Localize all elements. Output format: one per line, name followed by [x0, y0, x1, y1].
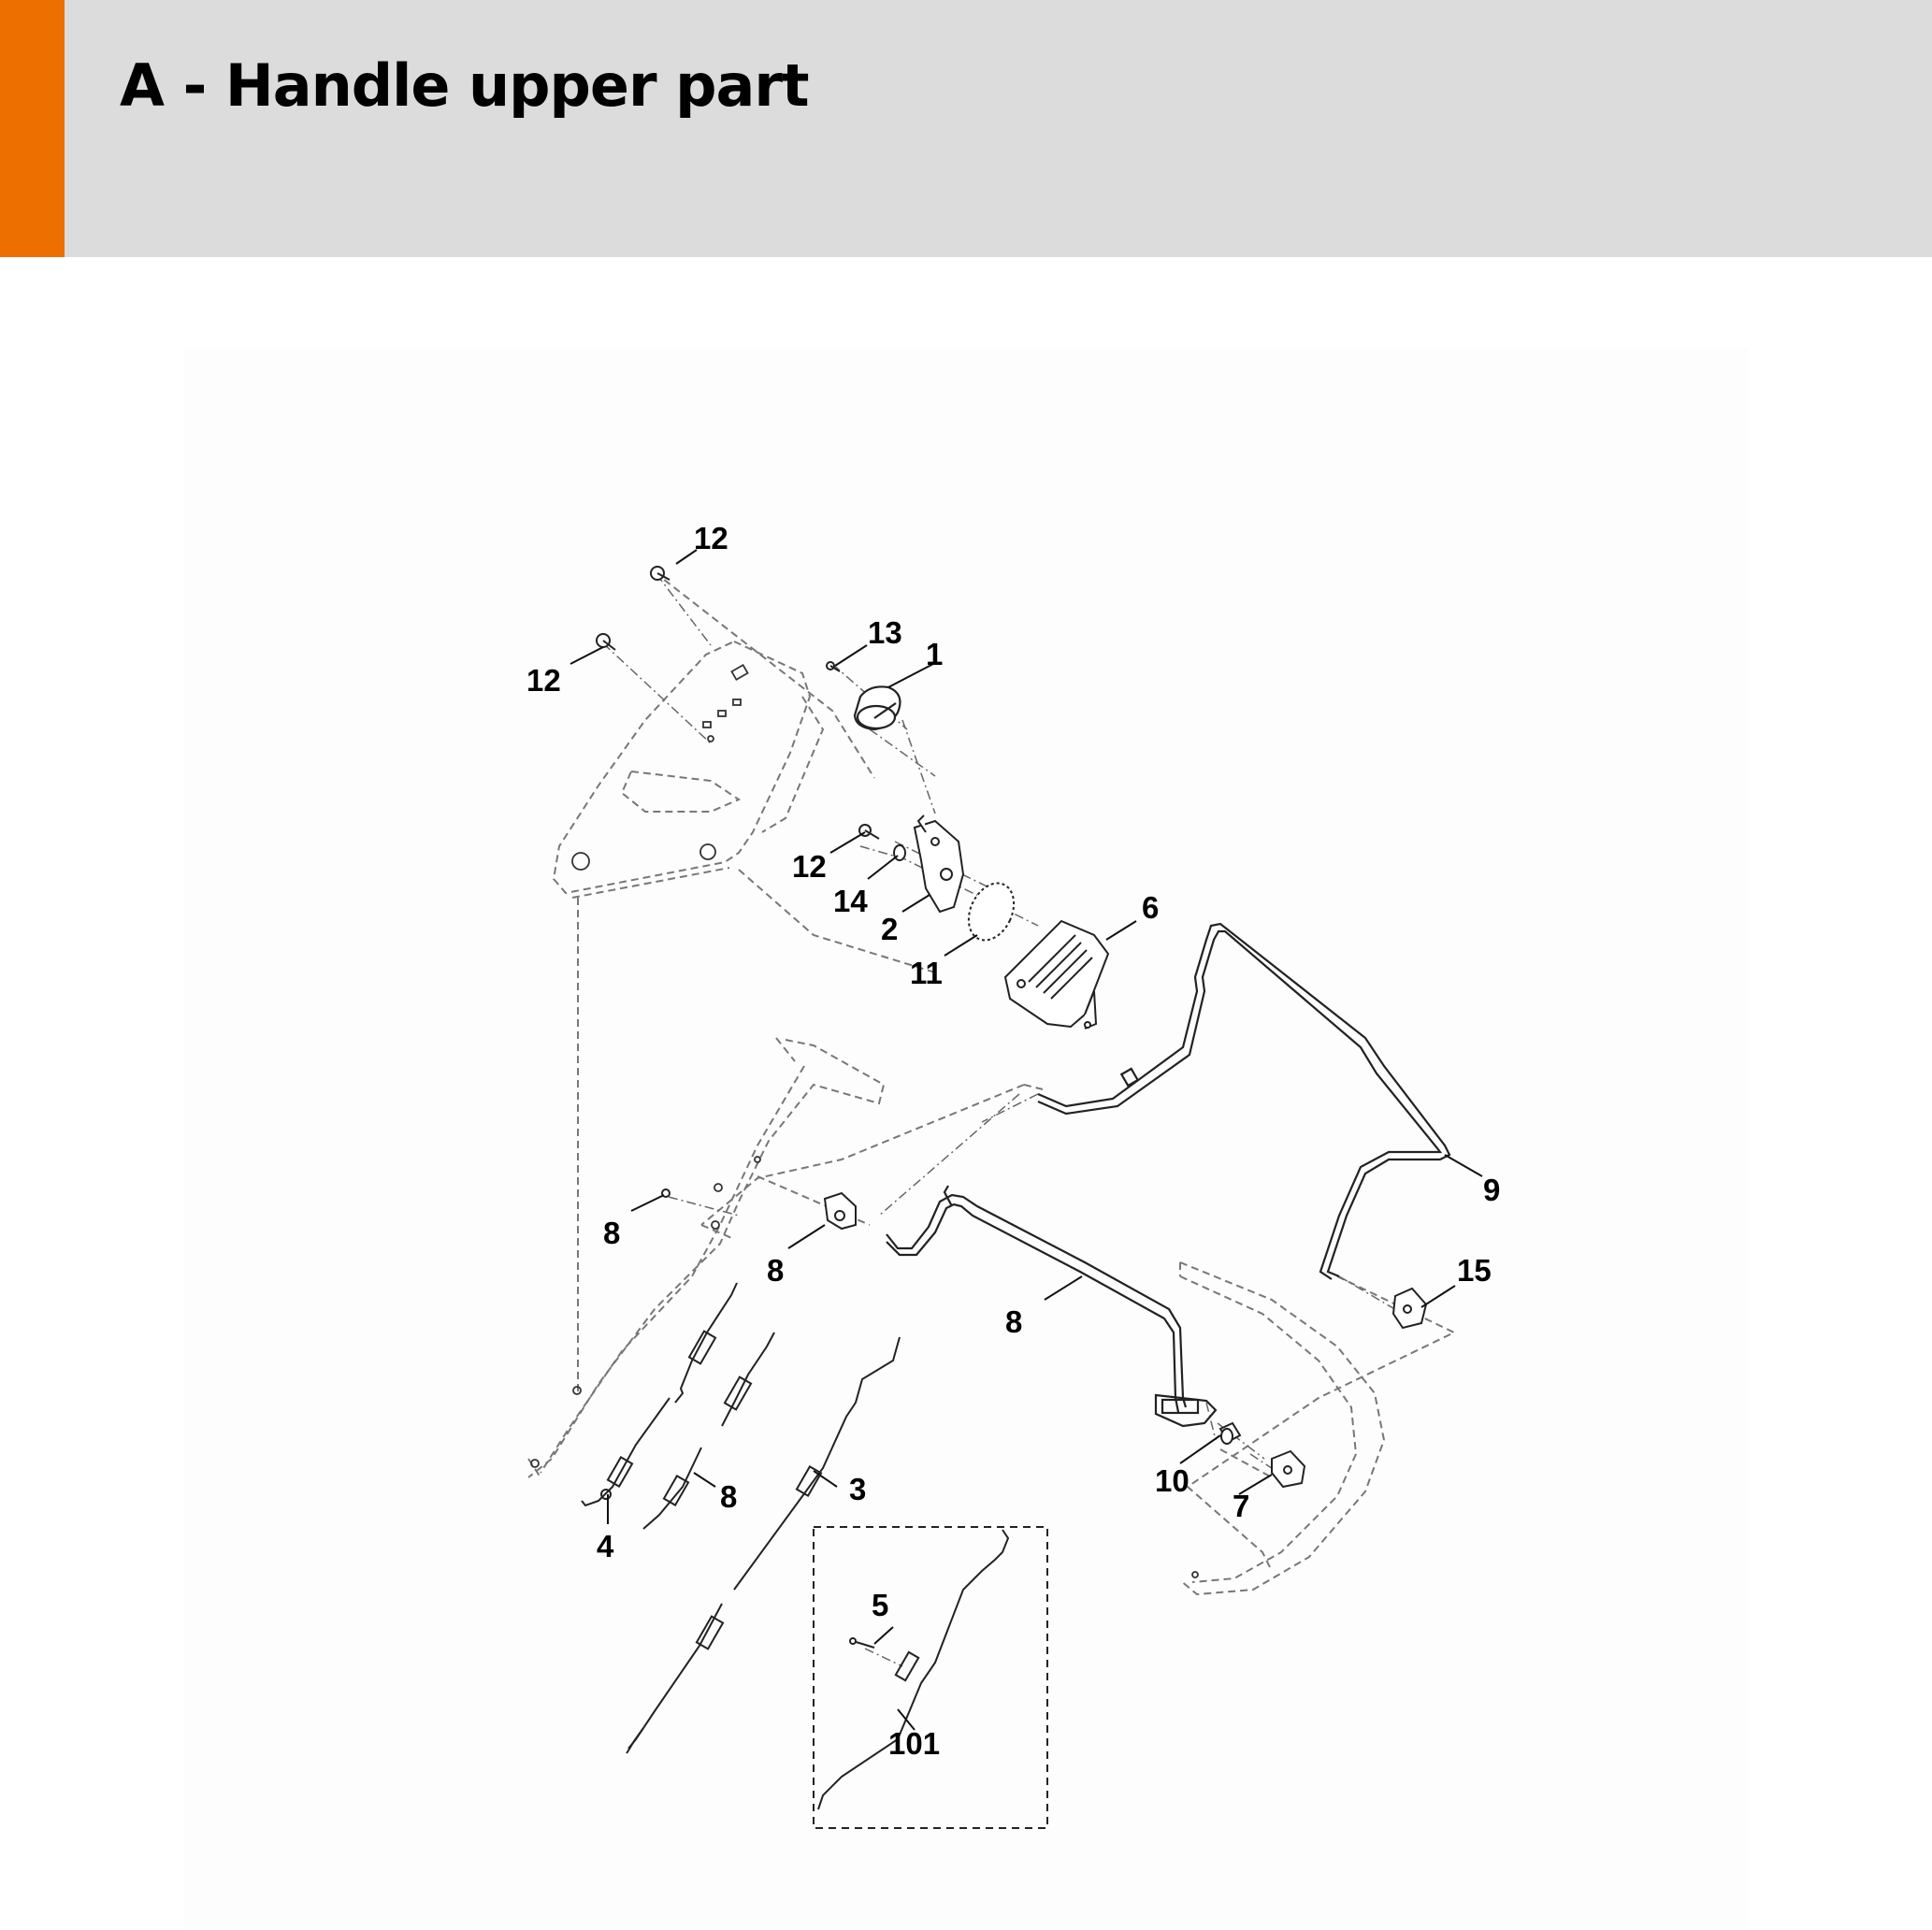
cable-part-3 — [643, 1332, 774, 1529]
callout-12-top: 12 — [694, 521, 728, 555]
handle-context-outline — [528, 572, 1454, 1594]
callout-4: 3 — [849, 1472, 867, 1506]
callout-100: 101 — [888, 1726, 941, 1761]
callout-13: 13 — [868, 615, 902, 650]
callout-8-right: 15 — [1457, 1253, 1492, 1288]
gear-part-11 — [960, 876, 1023, 948]
callout-5: 4 — [597, 1529, 614, 1563]
callout-1: 1 — [926, 637, 944, 671]
screw-12-top — [651, 567, 670, 580]
callout-6: 6 — [1142, 890, 1160, 925]
callout-12-left: 12 — [526, 663, 561, 698]
callout-9: 9 — [1483, 1173, 1501, 1207]
callout-2: 2 — [881, 912, 899, 946]
callout-11: 11 — [910, 956, 943, 990]
handle-panel-details — [531, 665, 1198, 1577]
callout-101: 5 — [872, 1588, 889, 1622]
housing-part-6 — [1005, 921, 1108, 1029]
callout-10: 8 — [1005, 1304, 1023, 1339]
pin-part-101 — [850, 1638, 874, 1648]
bushing-part-7 — [1220, 1423, 1240, 1444]
kit-box — [814, 1527, 1047, 1828]
clip-part-8-lower — [1272, 1451, 1305, 1487]
clip-part-8-upper-left — [825, 1193, 856, 1229]
callout-8-lower: 7 — [1233, 1489, 1250, 1523]
callout-labels — [526, 521, 1500, 1761]
cable-part-100 — [818, 1530, 1008, 1809]
callout-14: 14 — [833, 884, 868, 918]
bracket-part-2 — [915, 815, 963, 912]
knob-part-1 — [855, 686, 900, 729]
callout-12-mid: 12 — [792, 849, 827, 884]
callout-3: 8 — [720, 1479, 738, 1514]
screw-12-mid — [859, 825, 879, 839]
clip-part-8-right — [1393, 1289, 1426, 1328]
lever-part-10 — [887, 1186, 1216, 1426]
callout-7: 10 — [1155, 1463, 1189, 1498]
callout-8-left: 8 — [767, 1253, 785, 1288]
screw-12-left — [597, 634, 615, 650]
cable-part-5 — [582, 1283, 737, 1505]
page-title: A - Handle upper part — [120, 51, 809, 120]
callout-15: 8 — [603, 1216, 621, 1250]
